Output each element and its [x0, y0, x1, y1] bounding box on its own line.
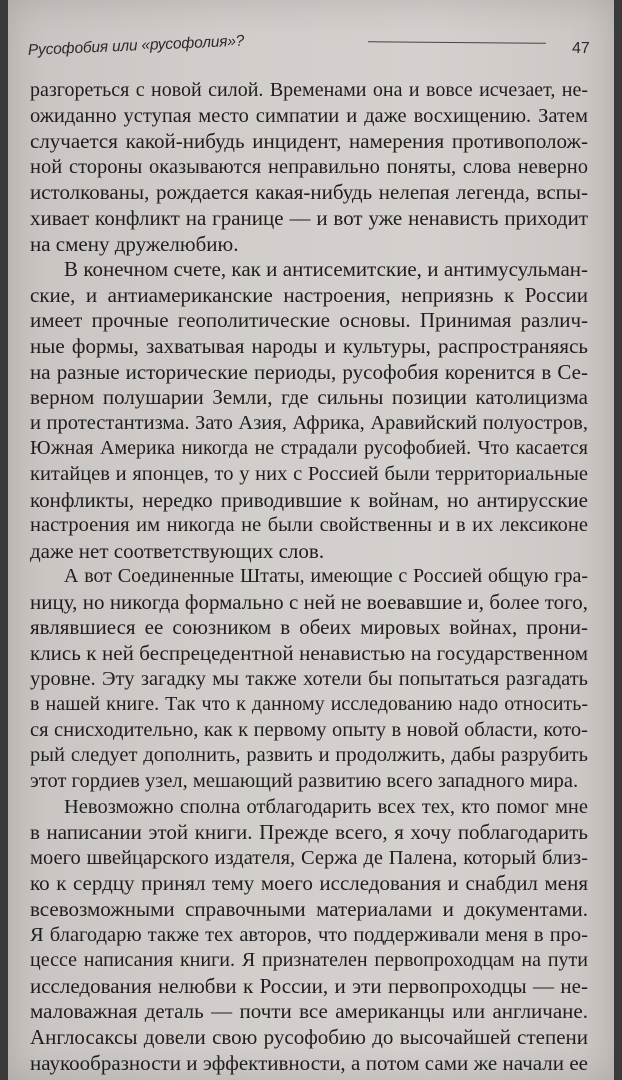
text-line: цессе написания книги. Я признателен первопроходцам на пути	[30, 949, 588, 972]
text-line: в нашей книге. Так что к данному исследованию надо относить-	[30, 693, 588, 716]
paragraph	[30, 564, 588, 794]
text-line: уровне. Эту загадку мы также хотели бы попытаться разгадать	[30, 667, 588, 690]
text-line: В конечном счете, как и антисемитские, и антимусульман-	[64, 257, 588, 282]
text-line: Южная Америка никогда не страдали русофобией. Что касается	[30, 437, 588, 460]
text-line: наукообразности и эффективности, а потом сами же начали ее	[30, 1050, 588, 1075]
text-line: на разные исторические периоды, русофобия коренится в Се-	[30, 359, 588, 384]
body-text	[30, 78, 588, 1076]
text-line: и протестантизма. Зато Азия, Африка, Аравийский полуостров,	[30, 411, 588, 434]
text-line: хивает конфликт на границе — и вот уже ненависть приходит	[30, 205, 588, 230]
paragraph	[30, 78, 588, 257]
text-line: рый следует дополнить, развить и продолжить, дабы разрубить	[30, 744, 588, 767]
text-line: Невозможно сполна отблагодарить всех тех, кто помог мне	[64, 795, 588, 818]
text-line: китайцев и японцев, то у них с Россией были территориальные	[30, 462, 588, 485]
text-line: ские, и антиамериканские настроения, неприязнь к России	[30, 282, 588, 307]
text-line: моего швейцарского издателя, Сержа де Палена, который близ-	[30, 846, 588, 869]
text-line: истолкованы, рождается какая-нибудь нелепая легенда, вспы-	[30, 180, 588, 205]
book-page	[8, 0, 614, 1080]
text-line: ной стороны оказываются неправильно поняты, слова неверно	[30, 155, 588, 178]
text-line: случается какой-нибудь инцидент, намерения противополож-	[30, 129, 588, 154]
running-head-title: Русофобия или «русофолия»?	[27, 32, 245, 59]
text-line: ницу, но никогда формально с ней не воевавшие и, более того,	[30, 589, 588, 614]
paragraph	[30, 795, 588, 1077]
text-line: конфликты, нередко приводившие к войнам, но антирусские	[30, 487, 588, 512]
text-line: ся снисходительно, как к первому опыту в новой области, кото-	[30, 718, 588, 741]
text-line: настроения им никогда не были свойственны и в их лексиконе	[30, 514, 588, 537]
text-line: всевозможными справочными материалами и документами.	[30, 897, 588, 921]
text-line: в написании этой книги. Прежде всего, я хочу поблагодарить	[30, 820, 588, 845]
text-line: Англосаксы довели свою русофобию до высочайшей степени	[30, 1024, 588, 1049]
text-line: этот гордиев узел, мешающий развитию всего западного мира.	[30, 770, 579, 793]
running-head	[27, 32, 590, 62]
text-line: являвшиеся ее союзником в обеих мировых войнах, прони-	[30, 615, 588, 640]
text-line: ные формы, захватывая народы и культуры, распространяясь	[30, 333, 588, 358]
text-line: Я благодарю также тех авторов, что поддерживали меня в про-	[30, 923, 588, 946]
text-line: клись к ней беспрецедентной ненавистью на государственном	[30, 641, 588, 666]
text-line: разгореться с новой силой. Временами она и вовсе исчезает, не-	[30, 79, 588, 101]
text-line: маловажная деталь — почти все американцы или англичане.	[30, 999, 588, 1024]
text-line: ожиданно уступая место симпатии и даже восхищению. Затем	[30, 104, 588, 127]
text-line: А вот Соединенные Штаты, имеющие с Россией общую гра-	[64, 565, 588, 588]
text-line: даже нет соответствующих слов.	[30, 538, 325, 563]
text-line: исследования нелюбви к России, и эти первопроходцы — не-	[30, 973, 588, 998]
paragraph	[30, 257, 588, 564]
text-line: на смену дружелюбию.	[30, 231, 239, 256]
text-line: ко к сердцу принял тему моего исследования и снабдил меня	[30, 871, 588, 896]
running-head-rule	[368, 41, 546, 44]
text-line: верном полушарии Земли, где сильны позиции католицизма	[30, 385, 588, 410]
text-line: имеет прочные геополитические основы. Принимая различ-	[30, 308, 588, 333]
page-number: 47	[572, 40, 590, 57]
